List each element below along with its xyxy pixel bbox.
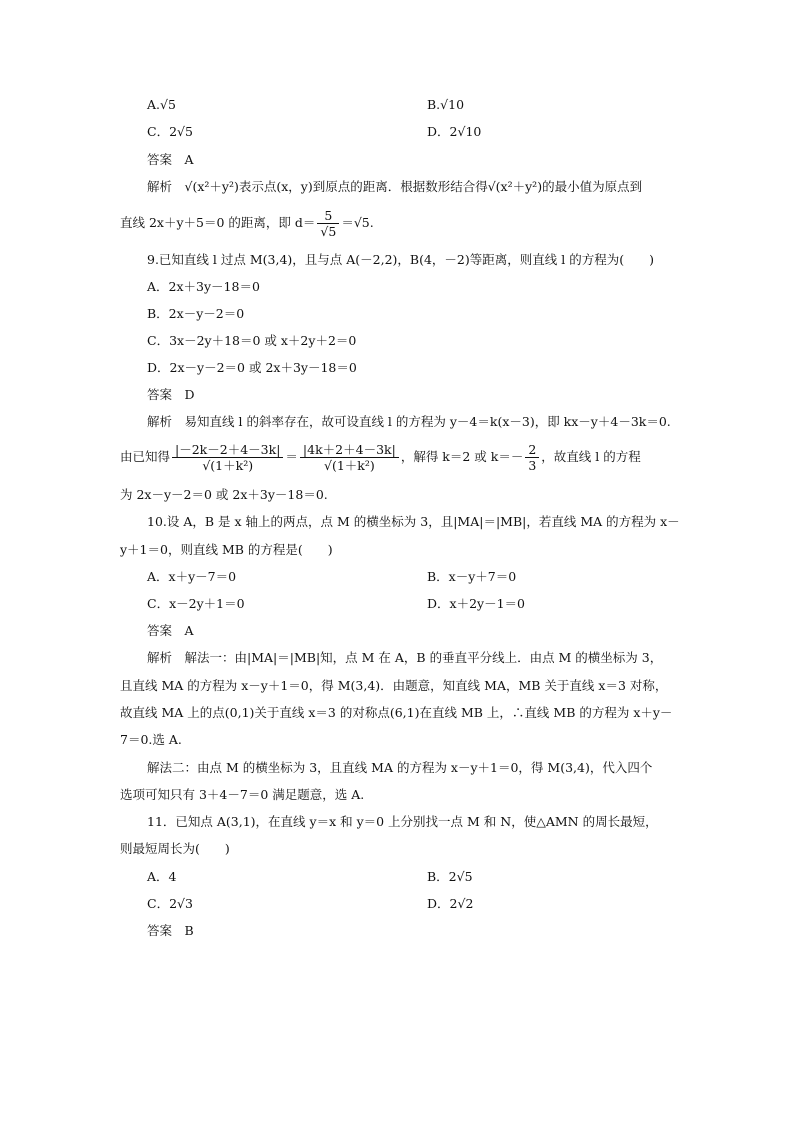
- q10-option-c: C．x－2y＋1＝0: [147, 596, 245, 611]
- q8-answer: 答案 A: [147, 152, 194, 167]
- q8-option-b: B.√10: [427, 97, 465, 112]
- q11-stem-line-1: 11．已知点 A(3,1)，在直线 y＝x 和 y＝0 上分别找一点 M 和 N，使△AMN 的周长最短，: [147, 814, 658, 829]
- fraction-numerator: 5: [317, 208, 339, 224]
- q8-fraction: [317, 208, 339, 239]
- fraction-denominator: √5: [320, 224, 337, 239]
- q8-solution-text-end: ＝√5.: [341, 215, 374, 230]
- q10-solution1-line-3: 故直线 MA 上的点(0,1)关于直线 x＝3 的对称点(6,1)在直线 MB 上，∴直线 MB 的方程为 x＋y－: [120, 705, 673, 720]
- q9-option-b: B．2x－y－2＝0: [147, 306, 245, 321]
- fraction-numerator: |4k＋2＋4－3k|: [300, 442, 399, 458]
- q9-solution-line-1: 解析 易知直线 l 的斜率存在，故可设直线 l 的方程为 y－4＝k(x－3)，即 kx－y＋4－3k＝0.: [147, 414, 671, 429]
- fraction-numerator: 2: [525, 442, 539, 458]
- q11-stem-line-2: 则最短周长为( ): [120, 841, 230, 856]
- q8-option-c: C．2√5: [147, 124, 193, 139]
- q10-answer: 答案 A: [147, 623, 194, 638]
- q10-option-b: B．x－y＋7＝0: [427, 569, 517, 584]
- q10-solution2-line-2: 选项可知只有 3＋4－7＝0 满足题意，选 A.: [120, 787, 365, 802]
- q9-solution-text-end: ，故直线 l 的方程: [541, 449, 641, 464]
- q11-answer: 答案 B: [147, 923, 194, 938]
- fraction-denominator: √(1＋k²): [202, 458, 254, 473]
- q8-solution-line-2: [120, 208, 374, 239]
- q10-option-d: D．x＋2y－1＝0: [427, 596, 525, 611]
- q8-solution-line-1: 解析 √(x²＋y²)表示点(x，y)到原点的距离．根据数形结合得√(x²＋y²)的最小值为原点到: [147, 179, 643, 194]
- q9-answer: 答案 D: [147, 387, 195, 402]
- q8-option-d: D．2√10: [427, 124, 482, 139]
- q9-stem: 9.已知直线 l 过点 M(3,4)，且与点 A(－2,2)，B(4，－2)等距离，则直线 l 的方程为( ): [147, 252, 654, 267]
- q9-solution-text-mid: ，解得 k＝2 或 k＝－: [400, 449, 524, 464]
- equals-sign: ＝: [285, 449, 298, 464]
- q11-option-b: B．2√5: [427, 869, 473, 884]
- q10-solution1-line-2: 且直线 MA 的方程为 x－y＋1＝0，得 M(3,4)．由题意，知直线 MA，MB 关于直线 x＝3 对称，: [120, 678, 668, 693]
- q9-option-d: D．2x－y－2＝0 或 2x＋3y－18＝0: [147, 360, 357, 375]
- q11-option-d: D．2√2: [427, 896, 474, 911]
- q11-option-c: C．2√3: [147, 896, 193, 911]
- q10-option-a: A．x＋y－7＝0: [147, 569, 237, 584]
- q10-stem-line-1: 10.设 A，B 是 x 轴上的两点，点 M 的横坐标为 3，且|MA|＝|MB|，若直线 MA 的方程为 x－: [147, 514, 680, 529]
- q10-solution1-line-4: 7＝0.选 A.: [120, 732, 182, 747]
- q9-fraction-2: [300, 442, 399, 473]
- q9-fraction-3: [525, 442, 539, 473]
- q8-solution-text: 直线 2x＋y＋5＝0 的距离，即 d＝: [120, 215, 316, 230]
- q9-fraction-1: [172, 442, 283, 473]
- fraction-numerator: |－2k－2＋4－3k|: [172, 442, 283, 458]
- q10-solution2-line-1: 解法二：由点 M 的横坐标为 3，且直线 MA 的方程为 x－y＋1＝0，得 M(3,4)，代入四个: [147, 760, 653, 775]
- q9-solution-line-2: [120, 442, 641, 473]
- q10-stem-line-2: y＋1＝0，则直线 MB 的方程是( ): [120, 542, 333, 557]
- fraction-denominator: √(1＋k²): [323, 458, 375, 473]
- fraction-denominator: 3: [528, 458, 537, 473]
- q9-solution-line-3: 为 2x－y－2＝0 或 2x＋3y－18＝0.: [120, 487, 328, 502]
- q9-option-a: A．2x＋3y－18＝0: [147, 279, 260, 294]
- q9-option-c: C．3x－2y＋18＝0 或 x＋2y＋2＝0: [147, 333, 357, 348]
- q10-solution1-line-1: 解析 解法一：由|MA|＝|MB|知，点 M 在 A，B 的垂直平分线上．由点 M 的横坐标为 3，: [147, 650, 663, 665]
- q8-option-a: A.√5: [147, 97, 176, 112]
- q9-solution-text: 由已知得: [120, 449, 171, 464]
- q11-option-a: A．4: [147, 869, 177, 884]
